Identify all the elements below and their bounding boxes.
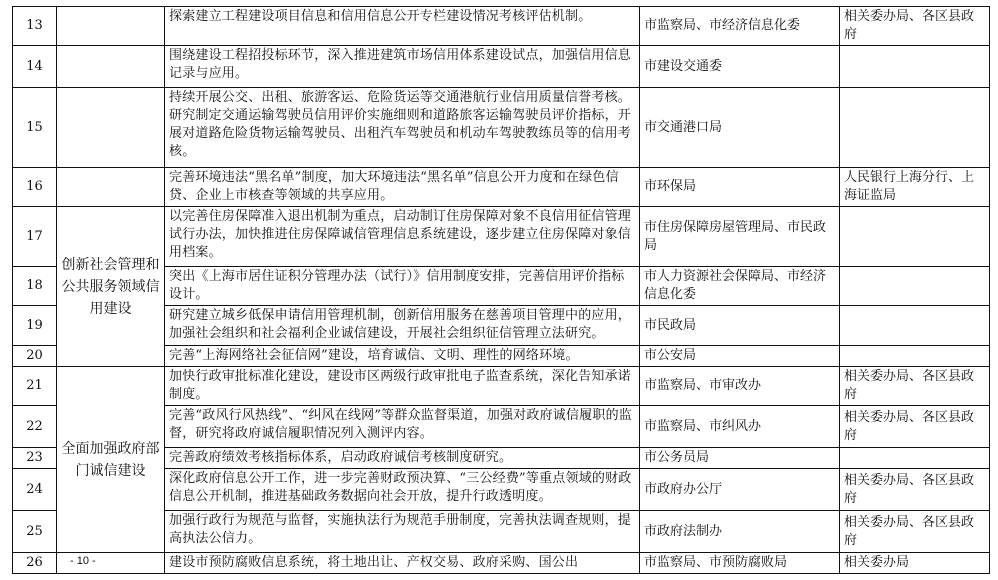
- task-description: 完善政府绩效考核指标体系，启动政府诚信考核制度研究。: [165, 448, 640, 469]
- row-number: 16: [13, 168, 57, 207]
- lead-department: 市交通港口局: [640, 88, 840, 168]
- category-cell: 全面加强政府部门诚信建设: [57, 367, 165, 553]
- task-description: 探索建立工程建设项目信息和信用信息公开专栏建设情况考核评估机制。: [165, 7, 640, 46]
- row-number: 13: [13, 7, 57, 46]
- table-row: [13, 367, 990, 406]
- table-row: [13, 7, 990, 46]
- task-description: 突出《上海市居住证积分管理办法（试行）》信用制度安排，完善信用评价指标设计。: [165, 267, 640, 306]
- cooperating-department: 相关委办局、各区县政府: [840, 511, 990, 553]
- cooperating-department: 相关委办局、各区县政府: [840, 469, 990, 511]
- row-number: 20: [13, 346, 57, 367]
- task-description: 持续开展公交、出租、旅游客运、危险货运等交通港航行业信用质量信誉考核。研究制定交通运输驾驶员信用评价实施细则和道路旅客运输驾驶员评价指标，开展对道路危险货物运输驾驶员、出租汽车驾驶员和机动车驾驶教练员等的信用考核。: [165, 88, 640, 168]
- lead-department: 市建设交通委: [640, 46, 840, 88]
- row-number: 15: [13, 88, 57, 168]
- lead-department: 市监察局、市经济信息化委: [640, 7, 840, 46]
- row-number: 26: [13, 553, 57, 574]
- cooperating-department: 相关委办局、各区县政府: [840, 406, 990, 448]
- table-row: [13, 46, 990, 88]
- lead-department: 市住房保障房屋管理局、市民政局: [640, 207, 840, 267]
- cooperating-department: 相关委办局: [840, 553, 990, 574]
- task-description: 深化政府信息公开工作，进一步完善财政预决算、“三公经费”等重点领域的财政信息公开机制，推进基础政务数据向社会开放，提升行政透明度。: [165, 469, 640, 511]
- row-number: 23: [13, 448, 57, 469]
- cooperating-department: [840, 88, 990, 168]
- task-description: 建设市预防腐败信息系统，将土地出让、产权交易、政府采购、国公出: [165, 553, 640, 574]
- row-number: 17: [13, 207, 57, 267]
- task-description: 加强行政行为规范与监督，实施执法行为规范手册制度，完善执法调查规则，提高执法公信力。: [165, 511, 640, 553]
- table-row: [13, 553, 990, 574]
- row-number: 21: [13, 367, 57, 406]
- cooperating-department: 人民银行上海分行、上海证监局: [840, 168, 990, 207]
- lead-department: 市政府办公厅: [640, 469, 840, 511]
- lead-department: 市公安局: [640, 346, 840, 367]
- row-number: 22: [13, 406, 57, 448]
- lead-department: 市环保局: [640, 168, 840, 207]
- task-table: [12, 6, 990, 574]
- row-number: 24: [13, 469, 57, 511]
- cooperating-department: [840, 46, 990, 88]
- cooperating-department: [840, 346, 990, 367]
- lead-department: 市民政局: [640, 306, 840, 346]
- row-number: 14: [13, 46, 57, 88]
- task-description: 完善“政风行风热线”、“纠风在线网”等群众监督渠道，加强对政府诚信履职的监督，研究将政府诚信履职情况列入测评内容。: [165, 406, 640, 448]
- task-description: 以完善住房保障准入退出机制为重点，启动制订住房保障对象不良信用征信管理试行办法，加快推进住房保障诚信管理信息系统建设，逐步建立住房保障对象信用档案。: [165, 207, 640, 267]
- row-number: 25: [13, 511, 57, 553]
- table-row: [13, 207, 990, 267]
- task-description: 完善环境违法“黑名单”制度，加大环境违法“黑名单”信息公开力度和在绿色信贷、企业上市核查等领域的共享应用。: [165, 168, 640, 207]
- lead-department: 市监察局、市预防腐败局: [640, 553, 840, 574]
- cooperating-department: 相关委办局、各区县政府: [840, 7, 990, 46]
- category-cell: [57, 168, 165, 207]
- lead-department: 市人力资源社会保障局、市经济信息化委: [640, 267, 840, 306]
- cooperating-department: [840, 306, 990, 346]
- category-cell: 创新社会管理和公共服务领域信用建设: [57, 207, 165, 367]
- category-cell: [57, 46, 165, 88]
- lead-department: 市政府法制办: [640, 511, 840, 553]
- task-description: 围绕建设工程招投标环节，深入推进建筑市场信用体系建设试点，加强信用信息记录与应用。: [165, 46, 640, 88]
- row-number: 18: [13, 267, 57, 306]
- cooperating-department: [840, 207, 990, 267]
- table-row: [13, 88, 990, 168]
- task-description: 加快行政审批标准化建设，建设市区两级行政审批电子监查系统，深化告知承诺制度。: [165, 367, 640, 406]
- cooperating-department: [840, 448, 990, 469]
- task-description: 研究建立城乡低保申请信用管理机制，创新信用服务在慈善项目管理中的应用，加强社会组织和社会福利企业诚信建设，开展社会组织征信管理立法研究。: [165, 306, 640, 346]
- cooperating-department: [840, 267, 990, 306]
- lead-department: 市监察局、市审改办: [640, 367, 840, 406]
- task-description: 完善“上海网络社会征信网”建设，培育诚信、文明、理性的网络环境。: [165, 346, 640, 367]
- cooperating-department: 相关委办局、各区县政府: [840, 367, 990, 406]
- table-row: [13, 168, 990, 207]
- lead-department: 市公务员局: [640, 448, 840, 469]
- row-number: 19: [13, 306, 57, 346]
- category-cell: [57, 88, 165, 168]
- lead-department: 市监察局、市纠风办: [640, 406, 840, 448]
- category-cell: [57, 7, 165, 46]
- page-number: - 10 -: [70, 555, 96, 567]
